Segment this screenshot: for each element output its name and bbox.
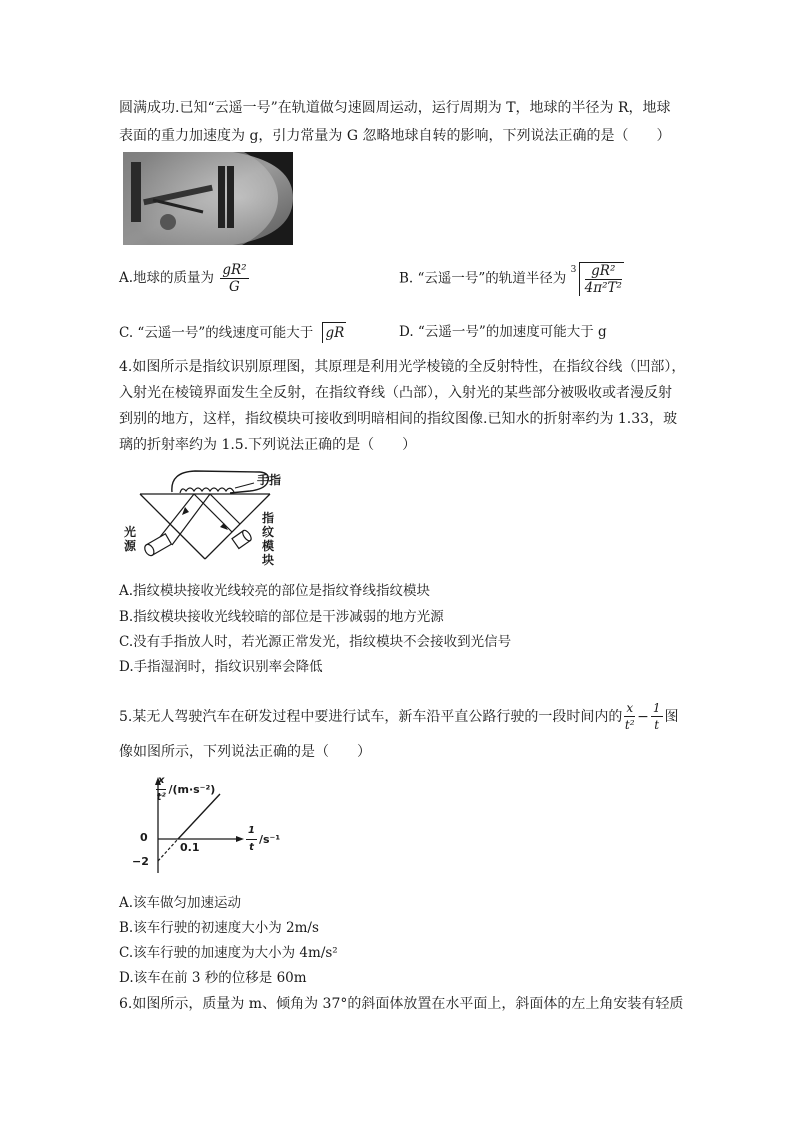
q4-option-a: A.指纹模块接收光线较亮的部位是指纹脊线指纹模块 <box>119 583 431 599</box>
module-label: 指纹模块 <box>262 511 275 567</box>
fraction-denominator: 4π²T² <box>584 280 622 296</box>
q5-option-c: C.该车行驶的加速度为大小为 4m/s² <box>119 945 338 961</box>
q3-option-a-fraction <box>220 262 248 295</box>
q4-stem-line-1: 4.如图所示是指纹识别原理图，其原理是利用光学棱镜的全反射特性，在指纹谷线（凹部）， <box>119 359 686 375</box>
q5-dash: − <box>637 708 649 725</box>
q3-option-a-label: A.地球的质量为 <box>119 270 215 286</box>
fraction-denominator: t² <box>624 718 635 732</box>
satellite-photo <box>123 152 293 245</box>
fraction-numerator: x <box>156 773 166 790</box>
q4-option-d: D.手指湿润时，指纹识别率会降低 <box>119 659 323 675</box>
origin-label: 0 <box>140 831 148 844</box>
q4-stem-line-2: 入射光在棱镜界面发生全反射，在指纹脊线（凸部），入射光的某些部分被吸收或者漫反射 <box>119 385 672 401</box>
q4-stem-line-3: 到别的地方，这样，指纹模块可接收到明暗相间的指纹图像.已知水的折射率约为 1.33，玻 <box>119 411 678 427</box>
q3-option-b <box>399 262 624 296</box>
cube-root <box>571 262 624 296</box>
q5-option-b: B.该车行驶的初速度大小为 2m/s <box>119 920 319 936</box>
sqrt-radicand: gR <box>322 322 347 343</box>
q3-stem-line-2: 表面的重力加速度为 g，引力常量为 G 忽略地球自转的影响，下列说法正确的是（ ） <box>119 128 671 144</box>
fraction-denominator: G <box>229 279 240 295</box>
root-index: 3 <box>570 265 577 275</box>
q3-option-c-label: C. “云遥一号”的线速度可能大于 <box>119 325 314 341</box>
q4-option-c: C.没有手指放人时，若光源正常发光，指纹模块不会接收到光信号 <box>119 634 512 650</box>
x-intercept-label: 0.1 <box>180 841 200 854</box>
fraction-numerator: 1 <box>652 701 661 715</box>
q3-option-b-label: B. “云遥一号”的轨道半径为 <box>399 270 567 287</box>
fraction-denominator: t <box>654 718 660 732</box>
q5-option-a: A.该车做匀加速运动 <box>119 895 242 911</box>
y-intercept-label: −2 <box>132 855 149 868</box>
q3-option-a <box>119 262 251 295</box>
finger-label: 手指 <box>257 473 282 487</box>
q3-option-d: D. “云遥一号”的加速度可能大于 g <box>399 324 607 340</box>
x-axis-unit: /s⁻¹ <box>258 833 281 846</box>
q5-fraction-1-t <box>651 700 663 733</box>
y-axis-unit: /(m·s⁻²) <box>168 783 216 796</box>
fraction-numerator: gR² <box>585 263 622 280</box>
q5-stem-suffix: 图 <box>664 708 679 725</box>
q5-stem-text: 5.某无人驾驶汽车在研发过程中要进行试车，新车沿平直公路行驶的一段时间内的 <box>119 708 623 725</box>
q6-stem-line-1: 6.如图所示，质量为 m、倾角为 37°的斜面体放置在水平面上，斜面体的左上角安装有轻质 <box>119 996 684 1012</box>
fraction-denominator: t² <box>156 792 166 803</box>
fraction-numerator: gR² <box>222 262 247 278</box>
q5-option-d: D.该车在前 3 秒的位移是 60m <box>119 970 307 986</box>
fraction-numerator: 1 <box>246 823 257 840</box>
q4-option-b: B.指纹模块接收光线较暗的部位是干涉减弱的地方光源 <box>119 609 444 625</box>
fraction-denominator: t <box>249 842 254 853</box>
y-axis-label <box>154 773 215 806</box>
q4-stem-line-4: 璃的折射率约为 1.5.下列说法正确的是（ ） <box>119 437 417 453</box>
q3-stem-line-1: 圆满成功.已知“云遥一号”在轨道做匀速圆周运动，运行周期为 T，地球的半径为 R，地球 <box>119 100 671 116</box>
q5-graph <box>130 773 290 883</box>
x-axis-label <box>244 823 280 856</box>
light-source-label: 光源 <box>124 525 137 553</box>
q3-option-c <box>119 322 346 343</box>
q5-fraction-x-t2 <box>624 700 635 733</box>
fraction-numerator: x <box>626 701 634 715</box>
q5-stem-line-2: 像如图所示，下列说法正确的是（ ） <box>119 744 371 760</box>
fingerprint-diagram <box>120 467 295 575</box>
q5-stem-line-1 <box>119 700 679 733</box>
